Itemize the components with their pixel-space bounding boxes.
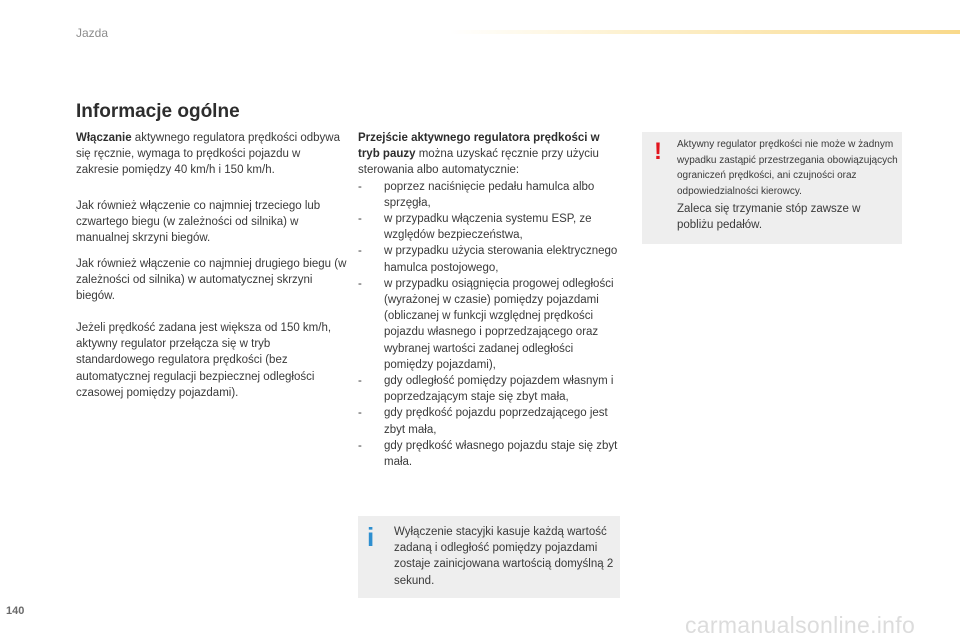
page-title: Informacje ogólne [76,101,240,122]
info-icon: i [367,522,375,552]
warning-text: Aktywny regulator prędkości nie może w żadnym wypadku zastąpić przestrzegania obowiązujących ograniczeń prędkości, ani czujności oraz odpowiedzialności kierowcy. [677,139,898,197]
list-item: - poprzez naciśnięcie pedału hamulca albo sprzęgła, [358,179,620,211]
list-item: - gdy prędkość pojazdu poprzedzającego jest zbyt mała, [358,405,620,437]
paragraph-pause-mode [358,130,620,470]
list-item: - gdy odległość pomiędzy pojazdem własnym i poprzedzającym staje się zbyt mała, [358,373,620,405]
watermark: carmanualsonline.info [685,612,916,638]
warning-box [642,132,902,244]
list-item: - w przypadku włączenia systemu ESP, ze względów bezpieczeństwa, [358,211,620,243]
paragraph-automatic-gearbox: Jak również włączenie co najmniej drugiego biegu (w zależności od silnika) w automatycznej skrzyni biegów. [76,258,347,303]
info-box [358,516,620,598]
paragraph-activation [76,130,346,179]
pause-conditions-list [358,179,620,471]
list-item: - w przypadku użycia sterowania elektrycznego hamulca postojowego, [358,243,620,275]
info-text: Wyłączenie stacyjki kasuje każdą wartość zadaną i odległość pomiędzy pojazdami zostaje zainicjowana wartością domyślną 2 sekund. [394,526,614,587]
paragraph-manual-gearbox: Jak również włączenie co najmniej trzeciego lub czwartego biegu (w zależności od silnika) w manualnej skrzyni biegów. [76,200,321,245]
pause-mode-bold-label: Przejście aktywnego regulatora prędkości w tryb pauzy [358,132,600,161]
pause-mode-intro-text: można uzyskać ręcznie przy użyciu sterowania albo automatycznie: [358,148,599,177]
section-header: Jazda [76,26,109,40]
warning-exclamation-icon: ! [654,138,662,165]
paragraph-speed-limit: Jeżeli prędkość zadana jest większa od 150 km/h, aktywny regulator przełącza się w tryb standardowego regulatora prędkości (bez automatycznej regulacji bezpiecznej odległości czasowej pomiędzy pojazdami). [76,322,332,399]
list-item: - w przypadku osiągnięcia progowej odległości (wyrażonej w czasie) pomiędzy pojazdami (obliczanej w funkcji względnej prędkości pojazdu własnego i poprzedzającego oraz wybranej wartości zadanej odległości pomiędzy pojazdami), [358,276,620,373]
header-decorative-bar [450,30,960,34]
list-item: - gdy prędkość własnego pojazdu staje się zbyt mała. [358,438,620,470]
activation-text: aktywnego regulatora prędkości odbywa się ręcznie, wymaga to prędkości pojazdu w zakresie pomiędzy 40 km/h i 150 km/h. [76,132,341,177]
warning-advice-text: Zaleca się trzymanie stóp zawsze w pobliżu pedałów. [677,203,861,231]
page-number: 140 [6,605,25,617]
activation-bold-label: Włączanie [76,132,132,144]
